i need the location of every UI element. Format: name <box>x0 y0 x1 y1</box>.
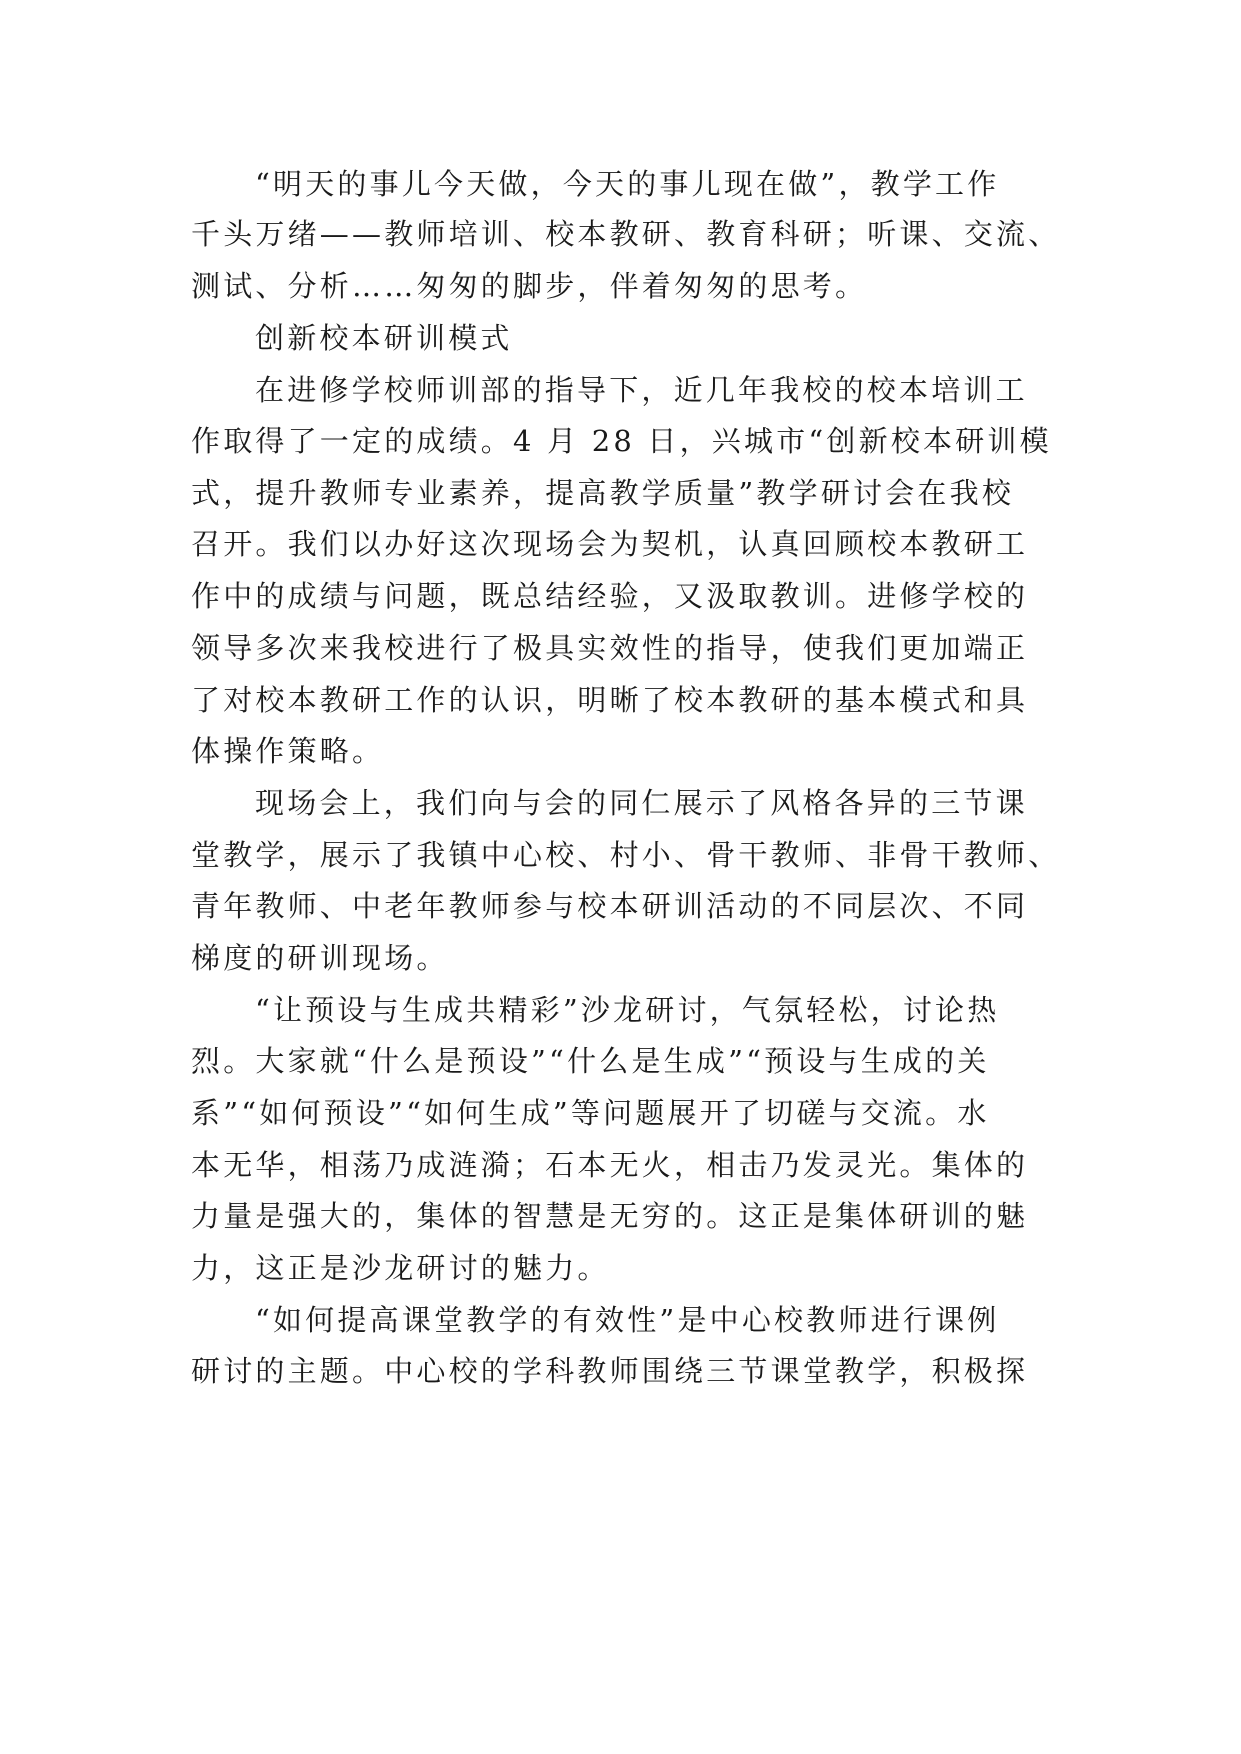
text-line: 研讨的主题。中心校的学科教师围绕三节课堂教学，积极探 <box>191 1354 1029 1388</box>
text-line: 系”“如何预设”“如何生成”等问题展开了切磋与交流。水 <box>191 1096 990 1130</box>
text-line: “让预设与生成共精彩”沙龙研讨，气氛轻松，讨论热 <box>255 993 1000 1027</box>
text-line: 现场会上，我们向与会的同仁展示了风格各异的三节课 <box>255 786 1028 820</box>
text-line: 力，这正是沙龙研讨的魅力。 <box>191 1251 610 1285</box>
text-line: 作取得了一定的成绩。4 月 28 日，兴城市“创新校本研训模 <box>191 424 1052 458</box>
text-line: 在进修学校师训部的指导下，近几年我校的校本培训工 <box>255 373 1028 407</box>
text-line: 召开。我们以办好这次现场会为契机，认真回顾校本教研工 <box>191 527 1029 561</box>
text-line: 堂教学，展示了我镇中心校、村小、骨干教师、非骨干教师、 <box>191 838 1061 872</box>
text-line: “如何提高课堂教学的有效性”是中心校教师进行课例 <box>255 1303 1000 1337</box>
text-line: 作中的成绩与问题，既总结经验，又汲取教训。进修学校的 <box>191 579 1029 613</box>
text-line: 青年教师、中老年教师参与校本研训活动的不同层次、不同 <box>191 889 1029 923</box>
text-line: 千头万绪——教师培训、校本教研、教育科研；听课、交流、 <box>191 217 1061 251</box>
text-line: 本无华，相荡乃成涟漪；石本无火，相击乃发灵光。集体的 <box>191 1148 1029 1182</box>
text-line: 领导多次来我校进行了极具实效性的指导，使我们更加端正 <box>191 631 1029 665</box>
text-line: 了对校本教研工作的认识，明晰了校本教研的基本模式和具 <box>191 683 1029 717</box>
text-line: 梯度的研训现场。 <box>191 941 449 975</box>
section-heading: 创新校本研训模式 <box>255 321 513 355</box>
text-line: 测试、分析……匆匆的脚步，伴着匆匆的思考。 <box>191 269 868 303</box>
text-line: 体操作策略。 <box>191 734 385 768</box>
text-line: 式，提升教师专业素养，提高教学质量”教学研讨会在我校 <box>191 476 1015 510</box>
text-line: 烈。大家就“什么是预设”“什么是生成”“预设与生成的关 <box>191 1044 990 1078</box>
text-line: “明天的事儿今天做，今天的事儿现在做”，教学工作 <box>255 167 1000 201</box>
text-line: 力量是强大的，集体的智慧是无穷的。这正是集体研训的魅 <box>191 1199 1029 1233</box>
